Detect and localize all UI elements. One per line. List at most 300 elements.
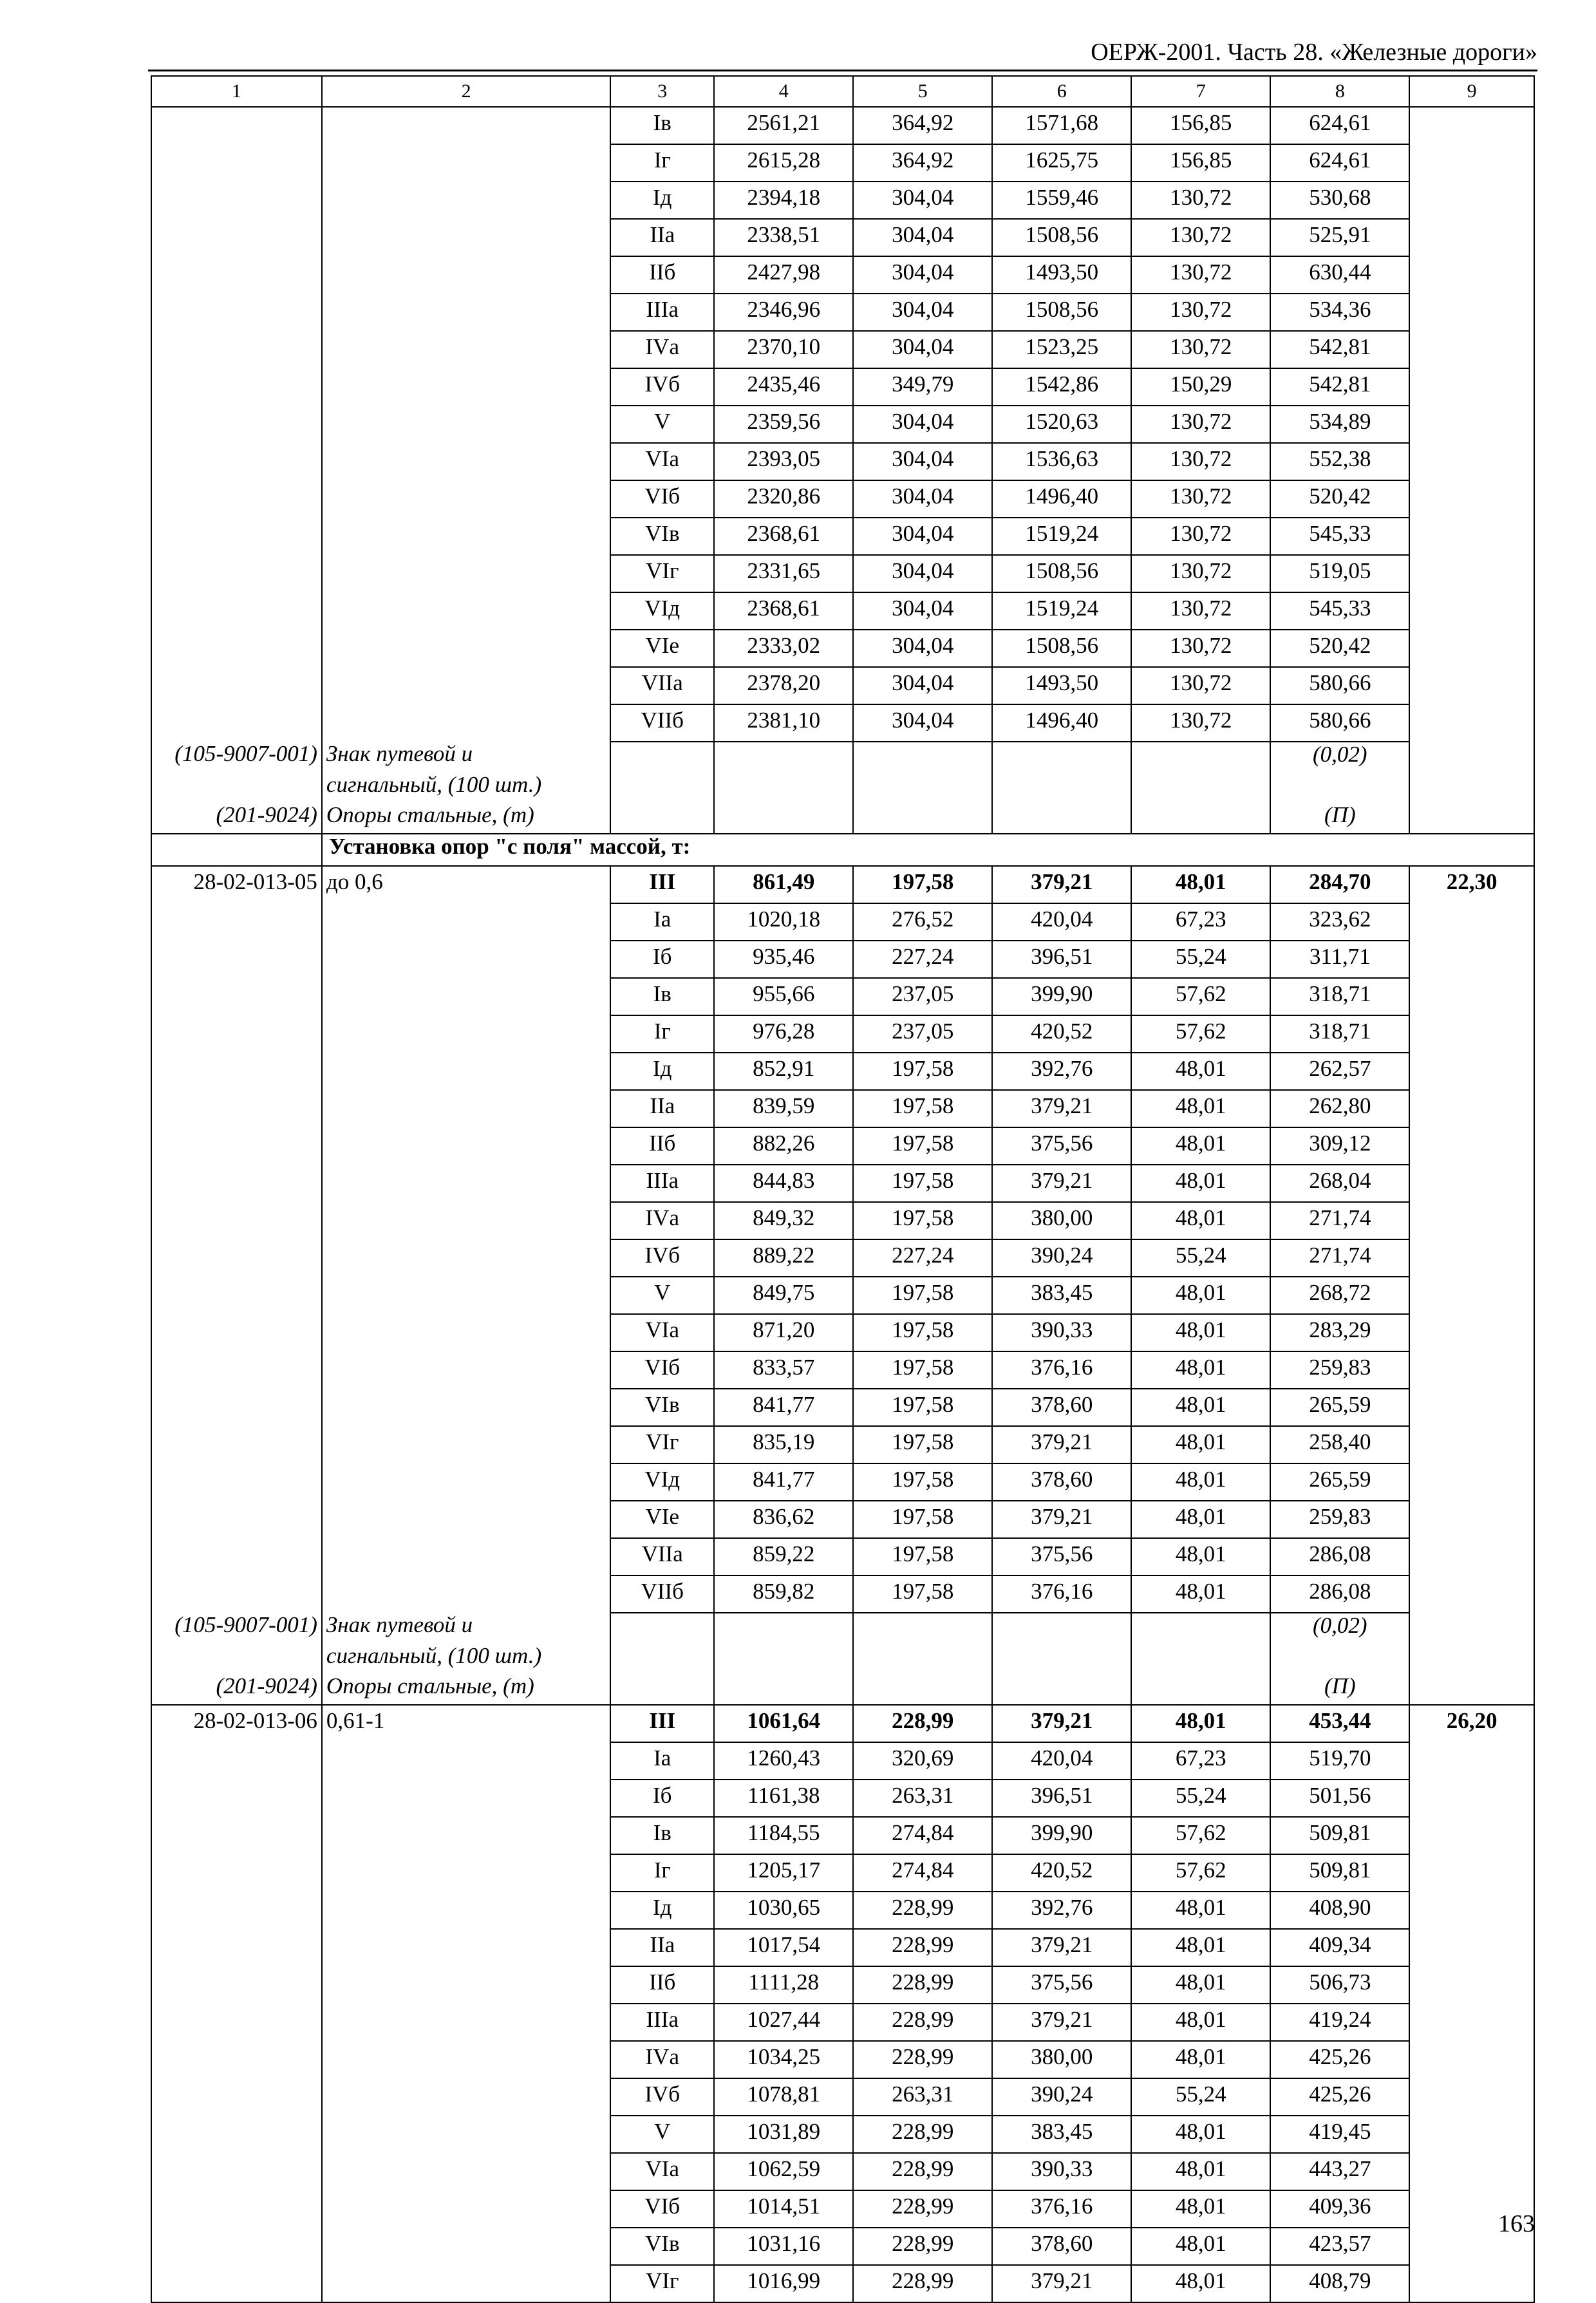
table-cell: 379,21 (992, 1426, 1131, 1463)
table-cell: 1061,64 (714, 1705, 853, 1742)
table-cell: 130,72 (1131, 219, 1270, 256)
table-cell: 228,99 (853, 1892, 992, 1929)
table-cell (151, 368, 322, 406)
table-cell: 408,79 (1270, 2265, 1409, 2302)
table-cell: 419,24 (1270, 2004, 1409, 2041)
section-title: Установка опор "с поля" массой, т: (322, 834, 1534, 866)
table-cell (151, 903, 322, 941)
table-cell: 228,99 (853, 2041, 992, 2078)
table-cell (1409, 256, 1534, 294)
table-row (151, 443, 1534, 480)
table-cell: 380,00 (992, 2041, 1131, 2078)
table-cell (322, 294, 610, 331)
table-cell: 1111,28 (714, 1966, 853, 2004)
table-row (151, 219, 1534, 256)
table-cell (1409, 555, 1534, 592)
table-cell: 396,51 (992, 1780, 1131, 1817)
table-cell: Iд (610, 182, 714, 219)
table-cell: 861,49 (714, 866, 853, 903)
table-cell: 48,01 (1131, 2228, 1270, 2265)
table-cell: 841,77 (714, 1463, 853, 1501)
table-cell: 197,58 (853, 1463, 992, 1501)
table-cell: 286,08 (1270, 1538, 1409, 1575)
page-header: ОЕРЖ-2001. Часть 28. «Железные дороги» (1091, 39, 1537, 66)
table-cell: VIг (610, 1426, 714, 1463)
table-cell (610, 773, 714, 803)
table-cell: 2435,46 (714, 368, 853, 406)
table-cell: 409,36 (1270, 2190, 1409, 2228)
table-cell: 379,21 (992, 1090, 1131, 1127)
table-cell: 48,01 (1131, 1165, 1270, 1202)
table-cell (1409, 1463, 1534, 1501)
table-cell: 311,71 (1270, 941, 1409, 978)
table-cell: 304,04 (853, 555, 992, 592)
table-cell: III (610, 1705, 714, 1742)
table-cell (1131, 1674, 1270, 1705)
table-cell: 383,45 (992, 2116, 1131, 2153)
column-number: 6 (992, 76, 1131, 107)
table-cell: 1508,56 (992, 630, 1131, 667)
table-cell (322, 2228, 610, 2265)
table-cell: 197,58 (853, 1389, 992, 1426)
table-cell: 228,99 (853, 2004, 992, 2041)
table-cell: 276,52 (853, 903, 992, 941)
table-cell: 48,01 (1131, 2116, 1270, 2153)
table-cell (1409, 630, 1534, 667)
table-cell: VIе (610, 630, 714, 667)
table-cell (1409, 331, 1534, 368)
table-cell (322, 941, 610, 978)
table-cell: 197,58 (853, 1351, 992, 1389)
table-cell: 1519,24 (992, 518, 1131, 555)
table-row (151, 1314, 1534, 1351)
table-cell (714, 1674, 853, 1705)
table-cell: IVб (610, 1239, 714, 1277)
table-row (151, 704, 1534, 742)
table-cell (1409, 2078, 1534, 2116)
table-cell: 265,59 (1270, 1463, 1409, 1501)
table-cell: 48,01 (1131, 2004, 1270, 2041)
table-cell (1409, 2004, 1534, 2041)
table-cell (1270, 773, 1409, 803)
table-cell: 48,01 (1131, 1127, 1270, 1165)
table-cell: 839,59 (714, 1090, 853, 1127)
table-cell (1409, 1854, 1534, 1892)
table-cell: 2378,20 (714, 667, 853, 704)
table-cell: 1559,46 (992, 182, 1131, 219)
table-cell: 520,42 (1270, 630, 1409, 667)
table-cell (714, 803, 853, 834)
table-cell: Iд (610, 1053, 714, 1090)
table-cell: 2333,02 (714, 630, 853, 667)
table-cell: 376,16 (992, 2190, 1131, 2228)
table-row (151, 406, 1534, 443)
page-number: 163 (1498, 2210, 1535, 2237)
norm-code: 28-02-013-05 (151, 866, 322, 903)
table-row (151, 1165, 1534, 1202)
table-cell (322, 1854, 610, 1892)
table-cell: 836,62 (714, 1501, 853, 1538)
table-cell: 274,84 (853, 1854, 992, 1892)
table-cell: 304,04 (853, 667, 992, 704)
table-cell (853, 803, 992, 834)
table-cell (322, 1780, 610, 1817)
table-cell (151, 1929, 322, 1966)
table-cell: VIд (610, 592, 714, 630)
table-row (151, 1202, 1534, 1239)
table-cell: V (610, 1277, 714, 1314)
table-cell: 376,16 (992, 1351, 1131, 1389)
table-cell: 349,79 (853, 368, 992, 406)
table-cell (151, 2153, 322, 2190)
table-cell (1409, 742, 1534, 773)
table-cell (322, 1351, 610, 1389)
table-cell: Iб (610, 1780, 714, 1817)
table-cell (322, 219, 610, 256)
table-cell (1409, 1053, 1534, 1090)
table-cell (322, 256, 610, 294)
resource-value: (0,02) (1270, 742, 1409, 773)
table-cell: 237,05 (853, 978, 992, 1015)
table-cell (1409, 1613, 1534, 1644)
table-cell: 509,81 (1270, 1854, 1409, 1892)
table-cell: 130,72 (1131, 480, 1270, 518)
table-cell: 871,20 (714, 1314, 853, 1351)
table-cell (322, 2153, 610, 2190)
table-cell: 318,71 (1270, 1015, 1409, 1053)
table-cell (151, 1966, 322, 2004)
table-cell (322, 978, 610, 1015)
table-cell: 859,82 (714, 1575, 853, 1613)
table-cell (322, 518, 610, 555)
table-cell: 545,33 (1270, 592, 1409, 630)
table-cell (151, 1127, 322, 1165)
table-cell: 197,58 (853, 1575, 992, 1613)
table-cell: IVа (610, 2041, 714, 2078)
table-row (151, 1239, 1534, 1277)
table-cell: 375,56 (992, 1538, 1131, 1575)
table-cell: 304,04 (853, 443, 992, 480)
table-cell (151, 1501, 322, 1538)
table-cell: VIа (610, 1314, 714, 1351)
table-cell (322, 1202, 610, 1239)
norm-code: 28-02-013-06 (151, 1705, 322, 1742)
resource-value: (0,02) (1270, 1613, 1409, 1644)
table-cell: IVб (610, 2078, 714, 2116)
table-cell: 425,26 (1270, 2078, 1409, 2116)
table-cell: 443,27 (1270, 2153, 1409, 2190)
table-cell (1409, 107, 1534, 144)
table-cell (151, 518, 322, 555)
table-cell: 304,04 (853, 518, 992, 555)
table-cell (151, 1538, 322, 1575)
table-cell: 197,58 (853, 1202, 992, 1239)
table-cell (1409, 667, 1534, 704)
table-cell: IIа (610, 1090, 714, 1127)
table-row (151, 331, 1534, 368)
table-cell: 420,04 (992, 903, 1131, 941)
table-cell: 2394,18 (714, 182, 853, 219)
table-cell (151, 1314, 322, 1351)
table-cell: 197,58 (853, 1053, 992, 1090)
table-cell: 392,76 (992, 1892, 1131, 1929)
table-row (151, 256, 1534, 294)
resource-name: сигнальный, (100 шт.) (322, 773, 610, 803)
table-cell: 283,29 (1270, 1314, 1409, 1351)
table-cell (151, 107, 322, 144)
table-row (151, 368, 1534, 406)
table-cell: IVа (610, 331, 714, 368)
table-cell (322, 2041, 610, 2078)
table-cell (151, 256, 322, 294)
table-row (151, 2116, 1534, 2153)
table-cell (322, 1127, 610, 1165)
table-cell (151, 773, 322, 803)
table-cell: 259,83 (1270, 1501, 1409, 1538)
table-cell: 624,61 (1270, 107, 1409, 144)
table-cell (1270, 1644, 1409, 1674)
table-cell: 379,21 (992, 1501, 1131, 1538)
table-cell (151, 2265, 322, 2302)
table-cell: 228,99 (853, 2265, 992, 2302)
table-cell (1409, 592, 1534, 630)
resource-row-b-1 (151, 1613, 1534, 1644)
table-cell: 237,05 (853, 1015, 992, 1053)
table-cell: 262,57 (1270, 1053, 1409, 1090)
table-cell: 197,58 (853, 1127, 992, 1165)
table-row (151, 630, 1534, 667)
table-cell: 150,29 (1131, 368, 1270, 406)
table-cell: 130,72 (1131, 331, 1270, 368)
table-cell: VIг (610, 555, 714, 592)
table-cell (322, 2265, 610, 2302)
table-cell: 844,83 (714, 1165, 853, 1202)
table-cell: 1625,75 (992, 144, 1131, 182)
table-cell (1409, 941, 1534, 978)
table-cell: IIб (610, 1127, 714, 1165)
table-cell: 1260,43 (714, 1742, 853, 1780)
table-cell (151, 144, 322, 182)
table-cell: VIб (610, 480, 714, 518)
table-cell: 48,01 (1131, 1389, 1270, 1426)
table-cell (1409, 1351, 1534, 1389)
table-cell: 309,12 (1270, 1127, 1409, 1165)
table-cell (1409, 803, 1534, 834)
table-cell (610, 1644, 714, 1674)
table-cell: 835,19 (714, 1426, 853, 1463)
table-cell: 1542,86 (992, 368, 1131, 406)
table-cell (1409, 2041, 1534, 2078)
table-cell: 228,99 (853, 2153, 992, 2190)
resource-name: Знак путевой и (322, 1613, 610, 1644)
table-cell: 976,28 (714, 1015, 853, 1053)
table-cell (151, 978, 322, 1015)
table-cell: 378,60 (992, 2228, 1131, 2265)
table-row (151, 1817, 1534, 1854)
table-row (151, 1501, 1534, 1538)
table-cell: 520,42 (1270, 480, 1409, 518)
table-cell: Iв (610, 1817, 714, 1854)
table-cell: 57,62 (1131, 1015, 1270, 1053)
table-cell (151, 2228, 322, 2265)
table-cell: Iб (610, 941, 714, 978)
table-cell: Iа (610, 1742, 714, 1780)
table-cell: 67,23 (1131, 1742, 1270, 1780)
table-cell: IVа (610, 1202, 714, 1239)
table-cell (151, 1644, 322, 1674)
table-cell: 304,04 (853, 406, 992, 443)
table-row (151, 941, 1534, 978)
resource-code: (105-9007-001) (151, 742, 322, 773)
table-cell: 228,99 (853, 2190, 992, 2228)
table-cell: 130,72 (1131, 630, 1270, 667)
table-cell: 1030,65 (714, 1892, 853, 1929)
table-cell (853, 1613, 992, 1644)
table-cell: 197,58 (853, 1501, 992, 1538)
table-cell (1409, 2265, 1534, 2302)
table-cell: 228,99 (853, 2228, 992, 2265)
table-cell: 1062,59 (714, 2153, 853, 2190)
table-cell: 48,01 (1131, 2190, 1270, 2228)
table-cell (610, 1674, 714, 1705)
table-cell (322, 1929, 610, 1966)
table-cell (992, 1674, 1131, 1705)
table-cell: 841,77 (714, 1389, 853, 1426)
table-cell: 1493,50 (992, 256, 1131, 294)
table-cell: 1536,63 (992, 443, 1131, 480)
table-cell (151, 592, 322, 630)
table-cell: 197,58 (853, 1426, 992, 1463)
table-cell (714, 1613, 853, 1644)
table-cell: 130,72 (1131, 555, 1270, 592)
table-row (151, 1854, 1534, 1892)
resource-row-a-2 (151, 773, 1534, 803)
table-cell (714, 1644, 853, 1674)
table-cell: 304,04 (853, 256, 992, 294)
table-cell (151, 443, 322, 480)
table-cell: 318,71 (1270, 978, 1409, 1015)
table-cell: 852,91 (714, 1053, 853, 1090)
table-cell (322, 1053, 610, 1090)
table-cell: VIг (610, 2265, 714, 2302)
table-cell: 849,75 (714, 1277, 853, 1314)
table-cell: 1014,51 (714, 2190, 853, 2228)
table-cell (151, 1892, 322, 1929)
table-cell: 67,23 (1131, 903, 1270, 941)
table-cell: 48,01 (1131, 2153, 1270, 2190)
table-cell: 420,52 (992, 1854, 1131, 1892)
table-cell: 1184,55 (714, 1817, 853, 1854)
table-cell (714, 742, 853, 773)
table-cell (1409, 1015, 1534, 1053)
table-cell: 506,73 (1270, 1966, 1409, 2004)
table-cell: Iа (610, 903, 714, 941)
table-cell: 2561,21 (714, 107, 853, 144)
table-cell (322, 630, 610, 667)
table-cell: 509,81 (1270, 1817, 1409, 1854)
table-cell (1409, 1239, 1534, 1277)
table-cell: 304,04 (853, 480, 992, 518)
table-cell (1409, 294, 1534, 331)
table-cell: 48,01 (1131, 1929, 1270, 1966)
table-cell: VIа (610, 443, 714, 480)
table-cell: Iг (610, 1854, 714, 1892)
labor-cost: 22,30 (1409, 866, 1534, 903)
table-cell: 1508,56 (992, 219, 1131, 256)
table-cell: 580,66 (1270, 704, 1409, 742)
table-cell (322, 1426, 610, 1463)
table-cell: 48,01 (1131, 2041, 1270, 2078)
table-cell: 380,00 (992, 1202, 1131, 1239)
table-cell: 130,72 (1131, 443, 1270, 480)
table-cell: 228,99 (853, 2116, 992, 2153)
table-cell (1409, 1090, 1534, 1127)
table-cell: 304,04 (853, 182, 992, 219)
norm-name: 0,61-1 (322, 1705, 610, 1742)
table-cell: Iд (610, 1892, 714, 1929)
table-cell (1409, 1389, 1534, 1426)
table-cell: 425,26 (1270, 2041, 1409, 2078)
table-cell (322, 2004, 610, 2041)
table-cell: 130,72 (1131, 256, 1270, 294)
table-cell: 197,58 (853, 1538, 992, 1575)
table-cell: VIа (610, 2153, 714, 2190)
table-cell (151, 2078, 322, 2116)
resource-value: (П) (1270, 1674, 1409, 1705)
table-cell (1409, 1644, 1534, 1674)
table-row (151, 1575, 1534, 1613)
table-cell (1409, 1575, 1534, 1613)
column-number: 9 (1409, 76, 1534, 107)
table-cell (992, 1644, 1131, 1674)
table-cell (1409, 1165, 1534, 1202)
table-cell: 156,85 (1131, 144, 1270, 182)
table-cell (1409, 1892, 1534, 1929)
table-cell (1409, 1742, 1534, 1780)
table-cell: 859,22 (714, 1538, 853, 1575)
table-cell: 530,68 (1270, 182, 1409, 219)
table-cell: VIIб (610, 1575, 714, 1613)
table-cell (610, 742, 714, 773)
table-cell (1409, 704, 1534, 742)
table-cell: 1017,54 (714, 1929, 853, 1966)
table-cell (853, 1674, 992, 1705)
resource-row-b-3 (151, 1674, 1534, 1705)
table-cell: 383,45 (992, 1277, 1131, 1314)
table-cell: 48,01 (1131, 1202, 1270, 1239)
table-cell (151, 1742, 322, 1780)
table-cell: 197,58 (853, 1277, 992, 1314)
table-cell (322, 406, 610, 443)
table-cell: 501,56 (1270, 1780, 1409, 1817)
table-cell: 379,21 (992, 1165, 1131, 1202)
table-cell: 57,62 (1131, 978, 1270, 1015)
table-cell: 1508,56 (992, 294, 1131, 331)
table-cell: 57,62 (1131, 1817, 1270, 1854)
table-cell: 55,24 (1131, 1239, 1270, 1277)
table-cell: 228,99 (853, 1705, 992, 1742)
table-cell: 320,69 (853, 1742, 992, 1780)
labor-cost: 26,20 (1409, 1705, 1534, 1742)
table-row (151, 480, 1534, 518)
table-cell: 304,04 (853, 219, 992, 256)
table-cell (1131, 1644, 1270, 1674)
table-cell: IIа (610, 1929, 714, 1966)
table-cell: VIIб (610, 704, 714, 742)
resource-row-b-2 (151, 1644, 1534, 1674)
table-cell: 48,01 (1131, 1892, 1270, 1929)
table-cell: 375,56 (992, 1127, 1131, 1165)
